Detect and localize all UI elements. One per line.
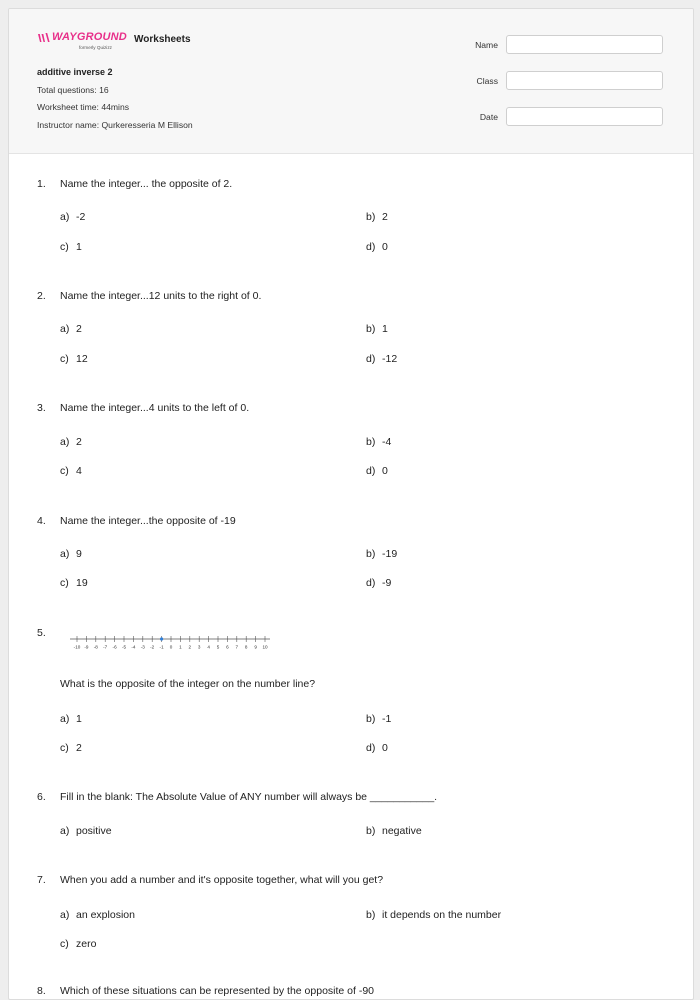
number-line-tick-label: -2	[150, 644, 155, 650]
question-2-text: Name the integer...12 units to the right of 0.	[60, 290, 262, 302]
option-text: 2	[76, 323, 82, 335]
number-line-graphic	[69, 634, 271, 650]
question-7-text: When you add a number and it's opposite together, what will you get?	[60, 874, 384, 886]
question-7-option-a[interactable]	[60, 909, 135, 921]
option-text: 0	[382, 742, 388, 754]
question-7-number: 7.	[37, 874, 46, 886]
question-1-option-d[interactable]	[366, 241, 388, 253]
option-letter: c)	[60, 241, 69, 253]
option-letter: d)	[366, 742, 376, 754]
number-line-tick-label: 7	[235, 644, 239, 650]
question-5-option-d[interactable]	[366, 742, 388, 754]
option-letter: d)	[366, 465, 376, 477]
option-letter: b)	[366, 909, 376, 921]
question-3-number: 3.	[37, 402, 46, 414]
question-6-option-b[interactable]	[366, 825, 422, 837]
brand-name: WAYGROUND	[52, 31, 127, 43]
total-questions: Total questions: 16	[37, 85, 109, 95]
date-input[interactable]	[506, 107, 663, 126]
question-3-text: Name the integer...4 units to the left of 0.	[60, 402, 250, 414]
question-4-option-c[interactable]	[60, 577, 88, 589]
option-letter: c)	[60, 742, 69, 754]
option-letter: a)	[60, 211, 70, 223]
name-input[interactable]	[506, 35, 663, 54]
brand-subtitle: formerly Quizizz	[79, 45, 112, 50]
question-4-text: Name the integer...the opposite of -19	[60, 515, 236, 527]
number-line-tick-label: 4	[207, 644, 210, 650]
number-line-tick-label: -5	[121, 644, 127, 650]
question-3-option-d[interactable]	[366, 465, 388, 477]
question-8-text: Which of these situations can be represented by the opposite of -90	[60, 985, 375, 997]
number-line-tick-label: -4	[131, 644, 136, 650]
option-letter: c)	[60, 938, 69, 950]
worksheet-time: Worksheet time: 44mins	[37, 102, 130, 112]
question-7-option-c[interactable]	[60, 938, 96, 950]
question-2-option-b[interactable]	[366, 323, 388, 335]
option-text: -19	[382, 548, 398, 560]
number-line-tick-label: -8	[93, 644, 98, 650]
option-text: 1	[76, 241, 82, 253]
question-7-option-b[interactable]	[366, 909, 501, 921]
question-3-option-c[interactable]	[60, 465, 82, 477]
option-letter: d)	[366, 353, 376, 365]
instructor-name: Instructor name: Qurkeresseria M Ellison	[37, 120, 193, 130]
option-text: negative	[382, 825, 422, 837]
name-label: Name	[475, 40, 498, 50]
question-4-option-b[interactable]	[366, 548, 397, 560]
question-5-option-a[interactable]	[60, 713, 82, 725]
question-5-number: 5.	[37, 627, 46, 639]
question-4-option-d[interactable]	[366, 577, 391, 589]
app-name: Worksheets	[134, 34, 191, 45]
question-2-option-c[interactable]	[60, 353, 88, 365]
option-letter: b)	[366, 211, 376, 223]
number-line-tick-label: 8	[244, 644, 248, 650]
number-line-tick-label: -3	[140, 644, 145, 650]
option-letter: b)	[366, 548, 376, 560]
number-line-tick-label: -10	[73, 644, 81, 650]
number-line-tick-label: 1	[179, 644, 182, 650]
number-line-tick-label: -7	[103, 644, 108, 650]
number-line-tick-label: 2	[188, 644, 192, 650]
question-5-text: What is the opposite of the integer on the number line?	[60, 678, 316, 690]
option-letter: c)	[60, 577, 69, 589]
number-line-tick-label: 10	[262, 644, 268, 650]
number-line	[69, 634, 271, 650]
worksheet-page	[8, 8, 694, 1000]
class-input[interactable]	[506, 71, 663, 90]
option-letter: c)	[60, 353, 69, 365]
option-text: 19	[76, 577, 88, 589]
question-1-text: Name the integer... the opposite of 2.	[60, 178, 233, 190]
option-text: 1	[382, 323, 388, 335]
class-label: Class	[476, 76, 498, 86]
number-line-tick-label: 5	[216, 644, 220, 650]
option-text: -4	[382, 436, 392, 448]
option-letter: a)	[60, 323, 70, 335]
number-line-tick-label: 3	[197, 644, 201, 650]
question-2-number: 2.	[37, 290, 46, 302]
option-text: -9	[382, 577, 392, 589]
number-line-tick-label: -6	[112, 644, 117, 650]
date-label: Date	[479, 112, 498, 122]
option-text: 1	[76, 713, 82, 725]
option-letter: b)	[366, 825, 376, 837]
option-text: an explosion	[76, 909, 135, 921]
option-text: 0	[382, 241, 388, 253]
question-3-option-a[interactable]	[60, 436, 82, 448]
number-line-tick-label: 0	[169, 644, 173, 650]
question-3-option-b[interactable]	[366, 436, 391, 448]
question-1-option-a[interactable]	[60, 211, 85, 223]
question-6-text: Fill in the blank: The Absolute Value of ANY number will always be ___________.	[60, 791, 438, 803]
question-5-option-b[interactable]	[366, 713, 391, 725]
option-letter: a)	[60, 548, 70, 560]
question-8-number: 8.	[37, 985, 46, 997]
option-text: 4	[76, 465, 82, 477]
question-5-option-c[interactable]	[60, 742, 82, 754]
worksheet-title: additive inverse 2	[37, 67, 113, 77]
option-text: it depends on the number	[382, 909, 502, 921]
option-text: 9	[76, 548, 82, 560]
option-text: positive	[76, 825, 112, 837]
option-text: 2	[76, 742, 82, 754]
question-1-option-c[interactable]	[60, 241, 82, 253]
option-text: 12	[76, 353, 88, 365]
question-2-option-a[interactable]	[60, 323, 82, 335]
number-line-tick-label: 6	[226, 644, 229, 650]
option-letter: d)	[366, 241, 376, 253]
option-letter: a)	[60, 825, 70, 837]
option-text: -12	[382, 353, 398, 365]
option-text: -2	[76, 211, 86, 223]
option-letter: b)	[366, 436, 376, 448]
option-letter: c)	[60, 465, 69, 477]
question-6-number: 6.	[37, 791, 46, 803]
number-line-point	[160, 637, 163, 640]
option-text: 2	[382, 211, 388, 223]
option-letter: d)	[366, 577, 376, 589]
option-text: -1	[382, 713, 392, 725]
number-line-tick-label: -9	[84, 644, 89, 650]
option-text: 2	[76, 436, 82, 448]
question-4-number: 4.	[37, 515, 46, 527]
option-letter: b)	[366, 713, 376, 725]
option-letter: a)	[60, 436, 70, 448]
option-text: 0	[382, 465, 388, 477]
option-text: zero	[76, 938, 97, 950]
question-2-option-d[interactable]	[366, 353, 397, 365]
question-1-number: 1.	[37, 178, 46, 190]
option-letter: b)	[366, 323, 376, 335]
option-letter: a)	[60, 713, 70, 725]
question-1-option-b[interactable]	[366, 211, 388, 223]
number-line-tick-label: 9	[254, 644, 257, 650]
option-letter: a)	[60, 909, 70, 921]
worksheet-header	[9, 9, 693, 154]
question-4-option-a[interactable]	[60, 548, 82, 560]
wayground-logo-icon	[37, 32, 51, 44]
number-line-tick-label: -1	[159, 644, 164, 650]
question-6-option-a[interactable]	[60, 825, 112, 837]
